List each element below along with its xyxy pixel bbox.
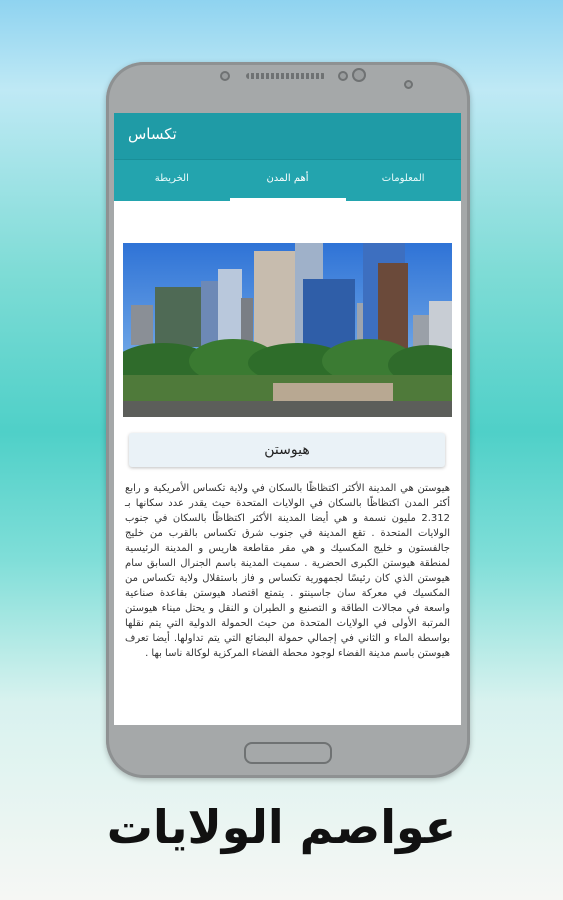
tab-main-cities[interactable]: أهم المدن bbox=[266, 173, 309, 184]
phone-camera bbox=[352, 68, 366, 82]
tab-info[interactable]: المعلومات bbox=[381, 173, 425, 184]
phone-home-button[interactable] bbox=[244, 742, 332, 764]
tab-indicator bbox=[230, 198, 346, 201]
tab-map[interactable]: الخريطة bbox=[154, 173, 189, 184]
city-name-card: هيوستن bbox=[129, 433, 445, 467]
phone-sensor bbox=[404, 80, 413, 89]
content-area bbox=[114, 243, 461, 661]
phone-sensor bbox=[220, 71, 230, 81]
city-description: هيوستن هي المدينة الأكثر اكتظاظًا بالسكان في ولاية تكساس الأمريكية و رابع أكثر المدن اكتظاظًا بالسكان في الولايات المتحدة حيث يقدر عدد سكانها بـ 2.312 مليون نسمة و هي أيضا المدينة الأكثر اكتظاظًا بالسكان في جنوب الولايات المتحدة . تقع المدينة في جنوب شرق تكساس بالقرب من خليج جالفستون و خليج المكسيك و هي مقر مقاطعة هاريس و المدينة الرئيسية لمنطقة هيوستن الكبرى الحضرية . سميت المدينة باسم الجنرال السابق سام هيوستن الذي كان رئيسًا لجمهورية تكساس و فاز باستقلال ولاية تكساس من المكسيك في معركة سان جاسينتو . يتمتع اقتصاد هيوستن بقاعدة صناعية واسعة في مجالات الطاقة و التصنيع و الطيران و النقل و يحتل ميناء هيوستن المرتبة الأولى في الولايات المتحدة من حيث الحمولة الدولية التي يتم نقلها بواسطة الماء و الثاني في إجمالي حمولة البضائع التي يتم تداولها. أيضا تعرف هيوستن باسم مدينة الفضاء لوجود محطة الفضاء المركزية لوكالة ناسا بها . bbox=[125, 483, 450, 659]
city-photo bbox=[123, 243, 452, 417]
app-screen bbox=[114, 113, 461, 725]
phone-speaker bbox=[246, 73, 326, 79]
app-title: تكساس bbox=[128, 125, 177, 143]
phone-sensor bbox=[338, 71, 348, 81]
promo-caption: عواصم الولايات bbox=[106, 800, 457, 854]
tab-bar bbox=[114, 159, 461, 201]
app-bar bbox=[114, 113, 461, 159]
